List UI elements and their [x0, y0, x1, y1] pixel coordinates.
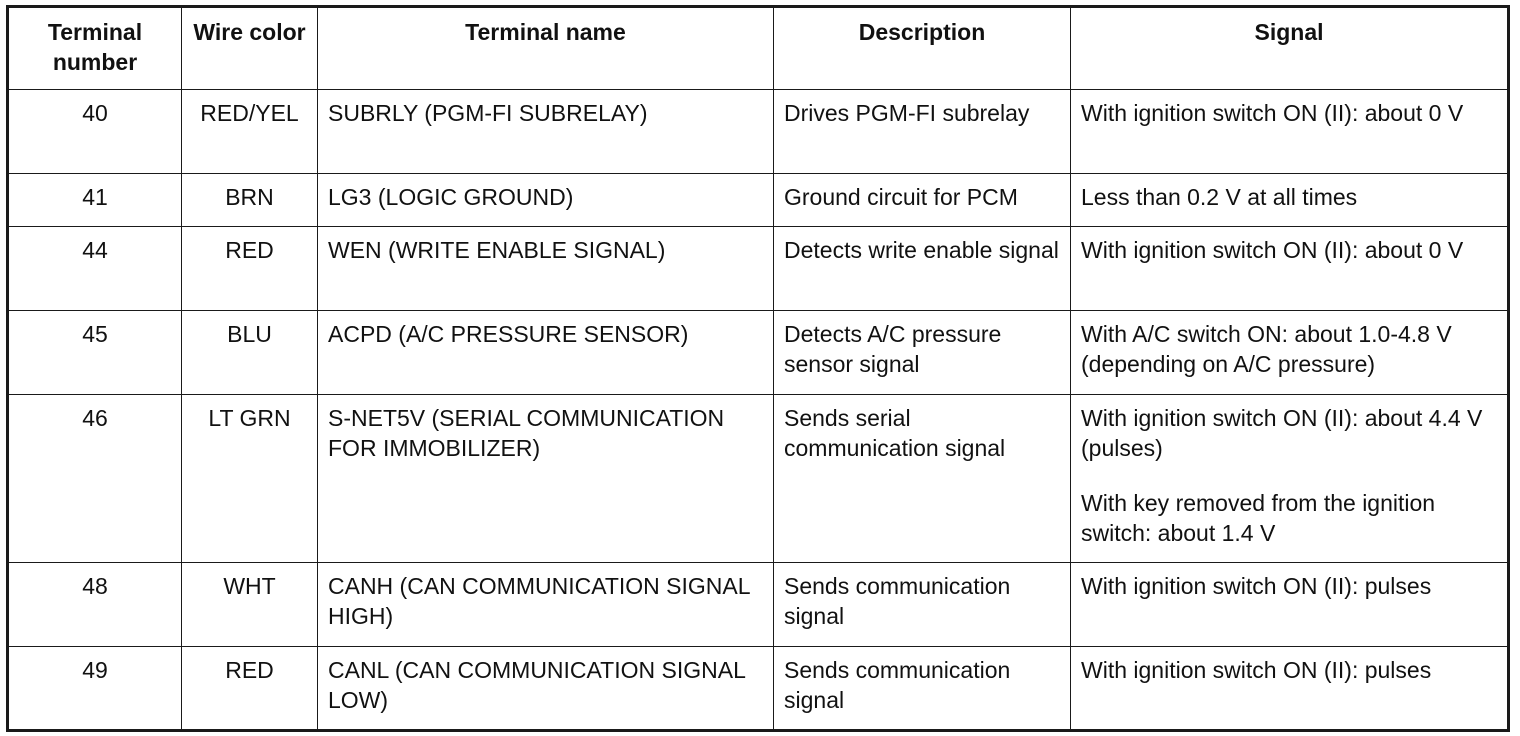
terminal-number-cell: 45	[8, 311, 182, 395]
table-row	[8, 647, 1509, 731]
signal-text: Less than 0.2 V at all times	[1081, 184, 1358, 210]
description-cell: Sends communication signal	[774, 563, 1071, 647]
terminal-name-cell: CANL (CAN COMMUNICATION SIGNAL LOW)	[318, 647, 774, 731]
signal-text: With ignition switch ON (II): pulses	[1081, 573, 1432, 599]
terminal-number-cell: 46	[8, 395, 182, 563]
header-wire-color: Wire color	[182, 7, 318, 90]
header-description: Description	[774, 7, 1071, 90]
signal-text: With ignition switch ON (II): about 0 V	[1081, 237, 1464, 263]
table-row	[8, 395, 1509, 563]
terminal-name-cell: CANH (CAN COMMUNICATION SIGNAL HIGH)	[318, 563, 774, 647]
description-cell: Detects A/C pressure sensor signal	[774, 311, 1071, 395]
description-cell: Drives PGM-FI subrelay	[774, 90, 1071, 174]
terminal-name-cell: S-NET5V (SERIAL COMMUNICATION FOR IMMOBILIZER)	[318, 395, 774, 563]
terminal-table	[6, 5, 1510, 732]
signal-text: With ignition switch ON (II): about 4.4 V (pulses)	[1081, 405, 1483, 461]
signal-cell	[1071, 90, 1509, 174]
signal-text: With ignition switch ON (II): pulses	[1081, 657, 1432, 683]
terminal-number-cell: 49	[8, 647, 182, 731]
description-cell: Detects write enable signal	[774, 227, 1071, 311]
signal-text: With A/C switch ON: about 1.0-4.8 V (depending on A/C pressure)	[1081, 321, 1452, 377]
header-signal: Signal	[1071, 7, 1509, 90]
table-row	[8, 311, 1509, 395]
wire-color-cell: RED	[182, 647, 318, 731]
terminal-number-cell: 40	[8, 90, 182, 174]
description-cell: Sends serial communication signal	[774, 395, 1071, 563]
header-row	[8, 7, 1509, 90]
signal-cell	[1071, 647, 1509, 731]
signal-text: With ignition switch ON (II): about 0 V	[1081, 100, 1464, 126]
signal-text: With key removed from the ignition switch: about 1.4 V	[1081, 490, 1436, 546]
wire-color-cell: BLU	[182, 311, 318, 395]
wire-color-cell: BRN	[182, 174, 318, 227]
description-cell: Ground circuit for PCM	[774, 174, 1071, 227]
signal-cell	[1071, 563, 1509, 647]
terminal-name-cell: WEN (WRITE ENABLE SIGNAL)	[318, 227, 774, 311]
terminal-name-cell: SUBRLY (PGM-FI SUBRELAY)	[318, 90, 774, 174]
table-row	[8, 227, 1509, 311]
wire-color-cell: LT GRN	[182, 395, 318, 563]
wire-color-cell: WHT	[182, 563, 318, 647]
header-terminal-name: Terminal name	[318, 7, 774, 90]
table-row	[8, 174, 1509, 227]
signal-cell	[1071, 174, 1509, 227]
terminal-name-cell: ACPD (A/C PRESSURE SENSOR)	[318, 311, 774, 395]
terminal-number-cell: 41	[8, 174, 182, 227]
terminal-name-cell: LG3 (LOGIC GROUND)	[318, 174, 774, 227]
description-cell: Sends communication signal	[774, 647, 1071, 731]
table-header	[8, 7, 1509, 90]
table-body	[8, 90, 1509, 731]
table-row	[8, 90, 1509, 174]
signal-cell	[1071, 395, 1509, 563]
signal-cell	[1071, 311, 1509, 395]
terminal-number-cell: 44	[8, 227, 182, 311]
table-row	[8, 563, 1509, 647]
signal-cell	[1071, 227, 1509, 311]
terminal-number-cell: 48	[8, 563, 182, 647]
wire-color-cell: RED	[182, 227, 318, 311]
wire-color-cell: RED/YEL	[182, 90, 318, 174]
header-terminal-number: Terminal number	[8, 7, 182, 90]
